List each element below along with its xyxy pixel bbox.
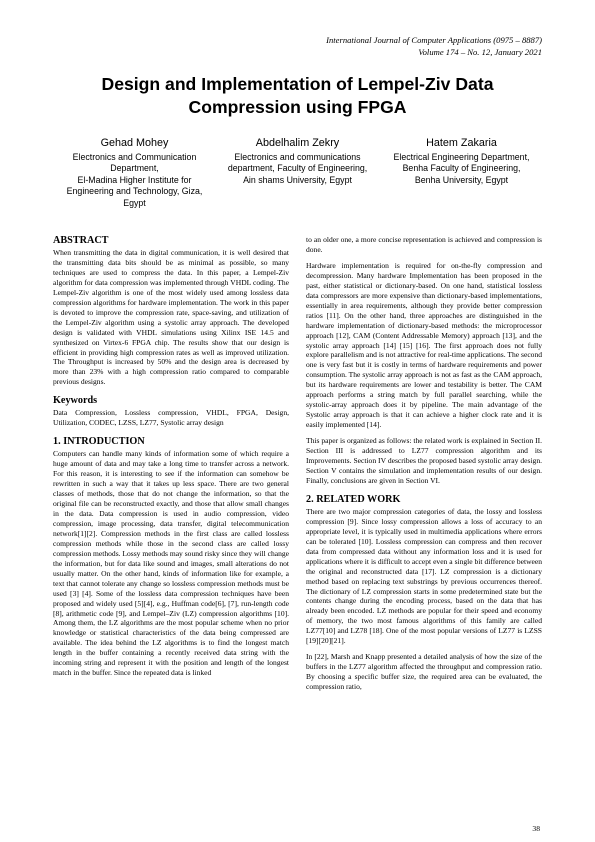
author-block-2 bbox=[216, 136, 379, 186]
author-block-1 bbox=[53, 136, 216, 209]
related-work-paragraph-1: There are two major compression categories of data, the lossy and lossless compression [9]. Since lossy compression allows a loss of accuracy to an appropriate level, it is typically used in multimedia applications where errors can be tolerated [10]. Lossless compression can compress and then recover data from compressed data without any information loss and it is used for applications where it is difficult to accept even a single bit difference between the original and reconstructed data [17]. LZ compression is a dictionary method based on replacing text substrings by previous occurrences thereof. The dictionary of LZ compression starts in some predetermined state but the contents change during the encoding process, based on the data that has already been encoded. LZ methods are popular for their speed and economy of memory, the two most famous algorithms of this family are called LZ77[10] and LZ78 [18]. One of the most popular versions of LZ77 is LZSS [19][20][21]. bbox=[306, 506, 542, 646]
paper-title-line-1: Design and Implementation of Lempel-Ziv Data bbox=[101, 74, 494, 94]
introduction-heading: 1. INTRODUCTION bbox=[53, 436, 145, 448]
author-affiliation-line: Electronics and Communication bbox=[72, 152, 197, 162]
introduction-paragraph-1: Computers can handle many kinds of information some of which require a huge amount of data and may take a long time to transfer across a network. For this reason, it is interesting to see if the information can somehow be rewritten in such a way that it takes up less space. There are two general classes of methods, those that do not change the information, so that the original file can be reconstructed exactly, and those that allow small changes in the data. Data compression is used in audio compression, video compression, image processing, data transfer, digital telecommunication network[1][2]. Compression methods in the first class are called lossless compression methods while those in the second class are called lossy compression methods. Lossy methods may sound risky since they will change the information, but for data like sound and images, small alterations do not usually matter. On the other hand, kinds of information like for example, a text that cannot tolerate any change so lossless compression methods must be used [3] [4]. Some of the lossless data compression techniques have been proposed and widely used [5][4], e.g., Huffman code[6], [7], run-length code [8], arithmetic code [9], and Lempel–Ziv (LZ) compression algorithms [10]. Among them, the LZ algorithms are the most popular scheme when no prior knowledge or statistical characteristics of the data being compressed are available. The idea behind the LZ algorithms is to find the longest match length in the buffer containing a recently received data string with the incoming string and represent it with the position and length of the longest match in the buffer. Since the repeated data is linked bbox=[53, 449, 289, 678]
journal-name: International Journal of Computer Applications (0975 – 8887) bbox=[326, 35, 542, 45]
author-name: Hatem Zakaria bbox=[426, 137, 497, 149]
abstract-heading: ABSTRACT bbox=[53, 235, 109, 246]
author-affiliation-line: Electrical Engineering Department, bbox=[393, 152, 530, 162]
journal-volume: Volume 174 – No. 12, January 2021 bbox=[418, 46, 542, 57]
paper-title bbox=[60, 73, 535, 119]
page-number: 38 bbox=[532, 824, 540, 833]
author-affiliation-line: Benha Faculty of Engineering, bbox=[402, 163, 521, 174]
keywords-heading: Keywords bbox=[53, 395, 98, 407]
author-block-3 bbox=[379, 136, 544, 186]
related-work-paragraph-2: In [22], Marsh and Knapp presented a detailed analysis of how the size of the buffers in the LZ77 algorithm affected the throughput and compression ratio. By choosing a specific buffer size, the required area can be evaluated, the compression ratio, bbox=[306, 652, 542, 692]
introduction-paragraph-1-continued: to an older one, a more concise representation is achieved and compression is done. bbox=[306, 235, 542, 254]
author-affiliation-line: Engineering and Technology, Giza, bbox=[66, 186, 203, 197]
author-name: Gehad Mohey bbox=[100, 137, 169, 149]
author-affiliation-line: Ain shams University, Egypt bbox=[243, 174, 352, 185]
paper-title-line-2: Compression using FPGA bbox=[188, 97, 407, 117]
author-affiliation-line: department, Faculty of Engineering, bbox=[227, 163, 368, 174]
author-affiliation-line: Electronics and communications bbox=[234, 152, 361, 162]
abstract-text: When transmitting the data in digital communication, it is well desired that the transmitting data bits should be as minimal as possible, so many techniques are used to compress the data. In this paper, a Lempel-Ziv algorithm for data compression was implemented through VHDL coding. The Lempel-Ziv algorithm is one of the most widely used among lossless data compression algorithms for hardware implementation. The work in this paper is devoted to improve the compression rate, space-saving, and utilization of the Lempel-Ziv algorithm using a systolic array approach. The developed design is validated with VHDL simulations using Xilinx ISE 14.5 and synthesized on Virtex-6 FPGA chip. The results show that our design is efficient in providing high compression rates as well as improved utilization. The Throughput is increased by 50% and the design area is decreased by more than 23% with a high compression ratio compared to comparable previous designs. bbox=[53, 248, 289, 387]
author-affiliation-line: El-Madina Higher Institute for bbox=[77, 174, 192, 185]
author-name: Abdelhalim Zekry bbox=[255, 137, 340, 149]
keywords-text: Data Compression, Lossless compression, VHDL, FPGA, Design, Utilization, CODEC, LZSS, LZ77, Systolic array design bbox=[53, 408, 289, 428]
journal-header bbox=[222, 35, 542, 58]
author-affiliation-line: Department, bbox=[110, 163, 159, 174]
introduction-paragraph-3: This paper is organized as follows: the related work is explained in Section II. Section III is addressed to LZ77 compression algorithm and its Improvements. Section IV describes the proposed based systolic array design. Section V contains the simulation and implementation results of our design. Finally, conclusions are given in Section VI. bbox=[306, 436, 542, 485]
related-work-heading: 2. RELATED WORK bbox=[306, 493, 401, 505]
author-affiliation-line: Benha University, Egypt bbox=[414, 174, 509, 185]
introduction-paragraph-2: Hardware implementation is required for on-the-fly compression and decompression. Many hardware Implementation has been proposed in the past, either statistical or dictionary-based. On one hand, statistical lossless data compressors are more expensive than dictionary-based implementations, essentially in area requirements, although they provide better compression ratios [11]. On the other hand, three approaches are distinguished in the hardware implementation of dictionary-based methods: the microprocessor approach [12], CAM (Content Addressable Memory) approach [13], and the systolic array approach [14] [15] [16]. The first approach does not fully explore parallelism and is not attractive for real-time applications. The second one is very fast but it is costly in terms of hardware requirements and power consumption. The systolic array approach is not as fast as the CAM approach, but its hardware requirements are lower and testability is better. The CAM approach performs a string match by full parallel searching, while the systolic-array approach does it by pipeline. The main advantage of the Systolic array approach is that it can achieve a higher clock rate and it is easily implemented [14]. bbox=[306, 260, 542, 430]
author-affiliation-line: Egypt bbox=[123, 197, 146, 208]
right-column bbox=[306, 235, 542, 692]
left-column bbox=[53, 235, 289, 678]
